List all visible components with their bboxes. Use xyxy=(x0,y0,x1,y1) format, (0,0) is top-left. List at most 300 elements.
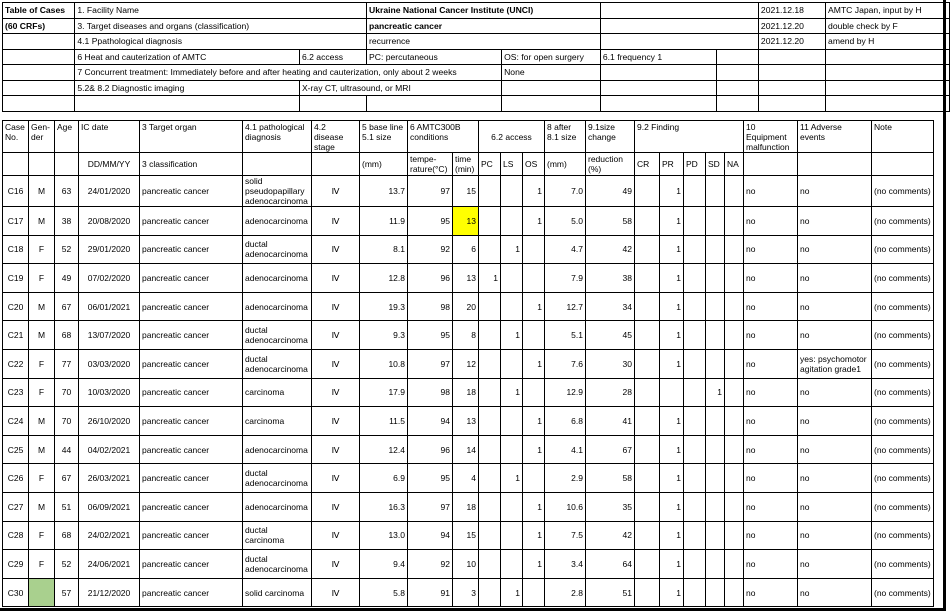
cell-cr xyxy=(635,550,660,579)
cell-sd xyxy=(706,207,725,236)
col-access: 6.2 access xyxy=(479,121,545,153)
table-row xyxy=(3,407,934,436)
cell-age: 38 xyxy=(55,207,79,236)
cell-path: solid pseudopapillary adenocarcinoma xyxy=(243,176,312,207)
table-row xyxy=(3,264,934,293)
table-row xyxy=(3,521,934,550)
cell-pr: 1 xyxy=(660,176,684,207)
table-row xyxy=(3,207,934,236)
cell-red: 28 xyxy=(586,378,635,407)
cell-organ: pancreatic cancer xyxy=(140,321,243,350)
cell-stage: Ⅳ xyxy=(312,492,360,521)
cell-red: 64 xyxy=(586,550,635,579)
cell-eq: no xyxy=(744,407,798,436)
cell-base: 13.0 xyxy=(360,521,408,550)
cell-cr xyxy=(635,321,660,350)
cell-os xyxy=(523,578,545,607)
cell-path: carcinoma xyxy=(243,378,312,407)
date-2: 2021.12.20 xyxy=(758,18,825,34)
cell-pr: 1 xyxy=(660,207,684,236)
facility-label: 1. Facility Name xyxy=(75,3,367,19)
col-os: OS xyxy=(523,153,545,176)
cell-os: 1 xyxy=(523,207,545,236)
cell-pd xyxy=(684,207,706,236)
cell-sd xyxy=(706,321,725,350)
cell-pc: 1 xyxy=(479,264,501,293)
col-mm2: (mm) xyxy=(545,153,586,176)
header-table xyxy=(2,2,950,112)
cell-temp: 96 xyxy=(408,264,453,293)
cell-sd xyxy=(706,492,725,521)
cell-organ: pancreatic cancer xyxy=(140,521,243,550)
table-row xyxy=(3,578,934,607)
cell-age: 52 xyxy=(55,235,79,264)
cell-base: 8.1 xyxy=(360,235,408,264)
cell-pd xyxy=(684,176,706,207)
cell-cr xyxy=(635,407,660,436)
cell-sd xyxy=(706,578,725,607)
col-ls: LS xyxy=(501,153,523,176)
note-1: AMTC Japan, input by H xyxy=(826,3,950,19)
cell-g: F xyxy=(29,349,55,378)
table-row xyxy=(3,321,934,350)
cell-path: adenocarcinoma xyxy=(243,292,312,321)
cell-date: 24/06/2021 xyxy=(79,550,140,579)
cell-pd xyxy=(684,321,706,350)
cell-sd xyxy=(706,464,725,493)
cell-pd xyxy=(684,464,706,493)
cell-eq: no xyxy=(744,492,798,521)
pathology-label: 4.1 Ppathological diagnosis xyxy=(75,34,367,50)
concurrent-value: None xyxy=(502,65,601,81)
col-mm: (mm) xyxy=(360,153,408,176)
cell-ae: no xyxy=(798,321,872,350)
cell-note: (no comments) xyxy=(872,292,934,321)
table-row xyxy=(3,378,934,407)
cell-ls xyxy=(501,550,523,579)
cell-na xyxy=(725,349,744,378)
cell-red: 35 xyxy=(586,492,635,521)
cell-na xyxy=(725,521,744,550)
cell-base: 13.7 xyxy=(360,176,408,207)
cell-eq: no xyxy=(744,292,798,321)
cell-sd xyxy=(706,235,725,264)
cell-after: 2.8 xyxy=(545,578,586,607)
cell-note: (no comments) xyxy=(872,321,934,350)
table-row xyxy=(3,550,934,579)
cell-organ: pancreatic cancer xyxy=(140,349,243,378)
cell-ls xyxy=(501,264,523,293)
col-size-change: 9.1size change xyxy=(586,121,635,153)
cell-stage: Ⅳ xyxy=(312,207,360,236)
cell-temp: 95 xyxy=(408,321,453,350)
cell-red: 58 xyxy=(586,207,635,236)
cell-temp: 91 xyxy=(408,578,453,607)
cell-organ: pancreatic cancer xyxy=(140,578,243,607)
cell-note: (no comments) xyxy=(872,378,934,407)
cell-na xyxy=(725,407,744,436)
cell-stage: Ⅳ xyxy=(312,521,360,550)
cell-na xyxy=(725,207,744,236)
cell-after: 12.9 xyxy=(545,378,586,407)
cell-no: C23 xyxy=(3,378,29,407)
cell-age: 77 xyxy=(55,349,79,378)
cell-na xyxy=(725,264,744,293)
note-3: amend by H xyxy=(826,34,950,50)
cell-stage: Ⅳ xyxy=(312,176,360,207)
cell-cr xyxy=(635,235,660,264)
cell-eq: no xyxy=(744,264,798,293)
cell-organ: pancreatic cancer xyxy=(140,292,243,321)
os-label: OS: for open surgery xyxy=(502,49,601,65)
cell-stage: Ⅳ xyxy=(312,264,360,293)
cell-date: 07/02/2020 xyxy=(79,264,140,293)
cell-note: (no comments) xyxy=(872,550,934,579)
cell-os xyxy=(523,264,545,293)
cell-pc xyxy=(479,235,501,264)
cell-ae: no xyxy=(798,521,872,550)
col-stage: 4.2 disease stage xyxy=(312,121,360,153)
cell-after: 5.0 xyxy=(545,207,586,236)
cell-cr xyxy=(635,578,660,607)
cell-note: (no comments) xyxy=(872,235,934,264)
cell-path: ductal carcinoma xyxy=(243,521,312,550)
cell-date: 03/03/2020 xyxy=(79,349,140,378)
cell-after: 7.6 xyxy=(545,349,586,378)
cell-ls: 1 xyxy=(501,464,523,493)
cell-red: 42 xyxy=(586,521,635,550)
cell-ae: no xyxy=(798,550,872,579)
cell-age: 70 xyxy=(55,407,79,436)
cell-ls xyxy=(501,207,523,236)
cell-date: 26/10/2020 xyxy=(79,407,140,436)
cell-eq: no xyxy=(744,464,798,493)
cell-na xyxy=(725,464,744,493)
facility-value: Ukraine National Cancer Institute (UNCI) xyxy=(367,3,601,19)
cell-date: 21/12/2020 xyxy=(79,578,140,607)
cell-no: C22 xyxy=(3,349,29,378)
cell-pd xyxy=(684,378,706,407)
cell-sd xyxy=(706,349,725,378)
cell-time: 14 xyxy=(453,435,479,464)
cell-sd xyxy=(706,264,725,293)
cell-red: 34 xyxy=(586,292,635,321)
cell-temp: 98 xyxy=(408,292,453,321)
cell-pd xyxy=(684,550,706,579)
cell-ls: 1 xyxy=(501,378,523,407)
col-equipment: 10 Equipment malfunction xyxy=(744,121,798,153)
cell-eq: no xyxy=(744,578,798,607)
cell-time: 20 xyxy=(453,292,479,321)
col-temp: tempe- rature(°C) xyxy=(408,153,453,176)
cell-g: M xyxy=(29,407,55,436)
cell-red: 30 xyxy=(586,349,635,378)
cell-pd xyxy=(684,521,706,550)
cell-organ: pancreatic cancer xyxy=(140,235,243,264)
cell-stage: Ⅳ xyxy=(312,235,360,264)
cell-ae: no xyxy=(798,264,872,293)
cell-sd xyxy=(706,176,725,207)
cell-age: 70 xyxy=(55,378,79,407)
cell-ae: no xyxy=(798,435,872,464)
col-ic-date: IC date xyxy=(79,121,140,153)
cell-time: 12 xyxy=(453,349,479,378)
cell-after: 7.5 xyxy=(545,521,586,550)
cell-no: C21 xyxy=(3,321,29,350)
cell-age: 44 xyxy=(55,435,79,464)
cell-pr: 1 xyxy=(660,321,684,350)
cell-date: 26/03/2021 xyxy=(79,464,140,493)
cell-organ: pancreatic cancer xyxy=(140,550,243,579)
cell-base: 16.3 xyxy=(360,492,408,521)
cell-pd xyxy=(684,349,706,378)
col-adverse: 11 Adverse events xyxy=(798,121,872,153)
cell-note: (no comments) xyxy=(872,578,934,607)
col-target-organ: 3 Target organ xyxy=(140,121,243,153)
cell-path: ductal adenocarcinoma xyxy=(243,550,312,579)
col-pr: PR xyxy=(660,153,684,176)
cell-temp: 97 xyxy=(408,349,453,378)
cell-ls xyxy=(501,521,523,550)
cell-ae: no xyxy=(798,492,872,521)
cell-cr xyxy=(635,492,660,521)
table-row xyxy=(3,435,934,464)
cell-time: 18 xyxy=(453,378,479,407)
cell-no: C20 xyxy=(3,292,29,321)
cell-pd xyxy=(684,407,706,436)
cell-base: 9.4 xyxy=(360,550,408,579)
cell-na xyxy=(725,321,744,350)
cell-eq: no xyxy=(744,550,798,579)
cell-pr: 1 xyxy=(660,235,684,264)
cell-no: C27 xyxy=(3,492,29,521)
cell-ls: 1 xyxy=(501,578,523,607)
cell-red: 67 xyxy=(586,435,635,464)
cell-organ: pancreatic cancer xyxy=(140,264,243,293)
title-line2: (60 CRFs) xyxy=(3,18,75,34)
cell-stage: Ⅳ xyxy=(312,550,360,579)
cell-after: 2.9 xyxy=(545,464,586,493)
col-classification: 3 classification xyxy=(140,153,243,176)
cell-stage: Ⅳ xyxy=(312,378,360,407)
cell-os: 1 xyxy=(523,550,545,579)
col-finding: 9.2 Finding xyxy=(635,121,744,153)
cell-sd xyxy=(706,550,725,579)
cell-pc xyxy=(479,578,501,607)
cell-temp: 92 xyxy=(408,235,453,264)
cell-temp: 94 xyxy=(408,407,453,436)
cell-ls xyxy=(501,407,523,436)
cell-date: 29/01/2020 xyxy=(79,235,140,264)
cell-ae: no xyxy=(798,378,872,407)
cell-note: (no comments) xyxy=(872,407,934,436)
cell-pc xyxy=(479,349,501,378)
cell-pd xyxy=(684,235,706,264)
cell-eq: no xyxy=(744,321,798,350)
cell-after: 12.7 xyxy=(545,292,586,321)
col-date-format: DD/MM/YY xyxy=(79,153,140,176)
cell-pc xyxy=(479,492,501,521)
cell-note: (no comments) xyxy=(872,207,934,236)
cell-no: C24 xyxy=(3,407,29,436)
cell-red: 58 xyxy=(586,464,635,493)
cell-age: 52 xyxy=(55,550,79,579)
table-row xyxy=(3,349,934,378)
cell-time: 13 xyxy=(453,407,479,436)
cell-red: 45 xyxy=(586,321,635,350)
cell-red: 41 xyxy=(586,407,635,436)
cell-ls xyxy=(501,176,523,207)
cell-pr: 1 xyxy=(660,521,684,550)
cell-pd xyxy=(684,292,706,321)
cell-note: (no comments) xyxy=(872,492,934,521)
cell-path: adenocarcinoma xyxy=(243,207,312,236)
cell-base: 9.3 xyxy=(360,321,408,350)
cell-temp: 96 xyxy=(408,435,453,464)
cell-path: ductal adenocarcinoma xyxy=(243,235,312,264)
cell-time: 10 xyxy=(453,550,479,579)
target-label: 3. Target diseases and organs (classification) xyxy=(75,18,367,34)
cell-red: 42 xyxy=(586,235,635,264)
cell-eq: no xyxy=(744,235,798,264)
cell-date: 24/01/2020 xyxy=(79,176,140,207)
col-pd: PD xyxy=(684,153,706,176)
concurrent-label: 7 Concurrent treatment: Immediately before and after heating and cauterization, only about 2 weeks xyxy=(75,65,502,81)
cell-base: 10.8 xyxy=(360,349,408,378)
cell-date: 06/09/2021 xyxy=(79,492,140,521)
col-pc: PC xyxy=(479,153,501,176)
cell-pd xyxy=(684,578,706,607)
cell-cr xyxy=(635,435,660,464)
cell-base: 12.4 xyxy=(360,435,408,464)
cell-no: C17 xyxy=(3,207,29,236)
cell-date: 04/02/2021 xyxy=(79,435,140,464)
cell-eq: no xyxy=(744,378,798,407)
access-label: 6.2 access xyxy=(299,49,366,65)
col-base-line: 5 base line 5.1 size xyxy=(360,121,408,153)
cell-after: 7.9 xyxy=(545,264,586,293)
cell-ae: yes: psychomotor agitation grade1 xyxy=(798,349,872,378)
cell-pc xyxy=(479,521,501,550)
cell-ls xyxy=(501,492,523,521)
table-row xyxy=(3,292,934,321)
cell-after: 4.7 xyxy=(545,235,586,264)
cell-after: 4.1 xyxy=(545,435,586,464)
cell-g: M xyxy=(29,492,55,521)
cell-sd: 1 xyxy=(706,378,725,407)
cell-no: C25 xyxy=(3,435,29,464)
cell-age: 57 xyxy=(55,578,79,607)
cell-eq: no xyxy=(744,435,798,464)
cell-eq: no xyxy=(744,521,798,550)
cell-time: 15 xyxy=(453,176,479,207)
cell-os xyxy=(523,378,545,407)
cell-pc xyxy=(479,321,501,350)
cell-red: 51 xyxy=(586,578,635,607)
cell-pr: 1 xyxy=(660,292,684,321)
cell-sd xyxy=(706,435,725,464)
cell-base: 11.9 xyxy=(360,207,408,236)
cell-g: F xyxy=(29,235,55,264)
cell-na xyxy=(725,235,744,264)
cell-red: 49 xyxy=(586,176,635,207)
cell-na xyxy=(725,578,744,607)
cell-after: 5.1 xyxy=(545,321,586,350)
cell-eq: no xyxy=(744,176,798,207)
cell-note: (no comments) xyxy=(872,264,934,293)
cell-base: 5.8 xyxy=(360,578,408,607)
cell-after: 7.0 xyxy=(545,176,586,207)
cell-cr xyxy=(635,207,660,236)
cell-base: 12.8 xyxy=(360,264,408,293)
cell-temp: 97 xyxy=(408,176,453,207)
cell-date: 10/03/2020 xyxy=(79,378,140,407)
cell-pr: 1 xyxy=(660,578,684,607)
col-cr: CR xyxy=(635,153,660,176)
cell-path: adenocarcinoma xyxy=(243,264,312,293)
cell-path: adenocarcinoma xyxy=(243,492,312,521)
title-line1: Table of Cases xyxy=(3,3,75,19)
cell-stage: Ⅳ xyxy=(312,464,360,493)
cell-base: 19.3 xyxy=(360,292,408,321)
cell-age: 67 xyxy=(55,464,79,493)
cell-note: (no comments) xyxy=(872,435,934,464)
cell-pc xyxy=(479,435,501,464)
cell-ae: no xyxy=(798,578,872,607)
cell-pd xyxy=(684,492,706,521)
cell-pr: 1 xyxy=(660,349,684,378)
col-pathology: 4.1 pathological diagnosis xyxy=(243,121,312,153)
cell-pc xyxy=(479,292,501,321)
cell-note: (no comments) xyxy=(872,349,934,378)
cell-cr xyxy=(635,378,660,407)
cell-organ: pancreatic cancer xyxy=(140,435,243,464)
cell-no: C29 xyxy=(3,550,29,579)
cell-na xyxy=(725,378,744,407)
cell-os xyxy=(523,464,545,493)
cell-g: M xyxy=(29,176,55,207)
cell-g: F xyxy=(29,550,55,579)
col-gender: Gen- der xyxy=(29,121,55,153)
cases-table xyxy=(2,120,934,607)
cell-no: C18 xyxy=(3,235,29,264)
cell-temp: 95 xyxy=(408,464,453,493)
cell-g: F xyxy=(29,378,55,407)
cell-organ: pancreatic cancer xyxy=(140,492,243,521)
cell-g xyxy=(29,578,55,607)
cell-g: F xyxy=(29,464,55,493)
cell-after: 6.8 xyxy=(545,407,586,436)
cell-pr: 1 xyxy=(660,264,684,293)
cell-organ: pancreatic cancer xyxy=(140,378,243,407)
cell-cr xyxy=(635,464,660,493)
cell-stage: Ⅳ xyxy=(312,407,360,436)
cell-pr: 1 xyxy=(660,550,684,579)
cell-temp: 92 xyxy=(408,550,453,579)
cell-stage: Ⅳ xyxy=(312,349,360,378)
cell-date: 24/02/2021 xyxy=(79,521,140,550)
cell-pc xyxy=(479,176,501,207)
cell-age: 68 xyxy=(55,321,79,350)
cell-no: C26 xyxy=(3,464,29,493)
cell-organ: pancreatic cancer xyxy=(140,207,243,236)
pathology-value: recurrence xyxy=(367,34,601,50)
cell-no: C28 xyxy=(3,521,29,550)
cell-cr xyxy=(635,292,660,321)
cell-pr xyxy=(660,378,684,407)
table-row xyxy=(3,464,934,493)
cell-os: 1 xyxy=(523,292,545,321)
